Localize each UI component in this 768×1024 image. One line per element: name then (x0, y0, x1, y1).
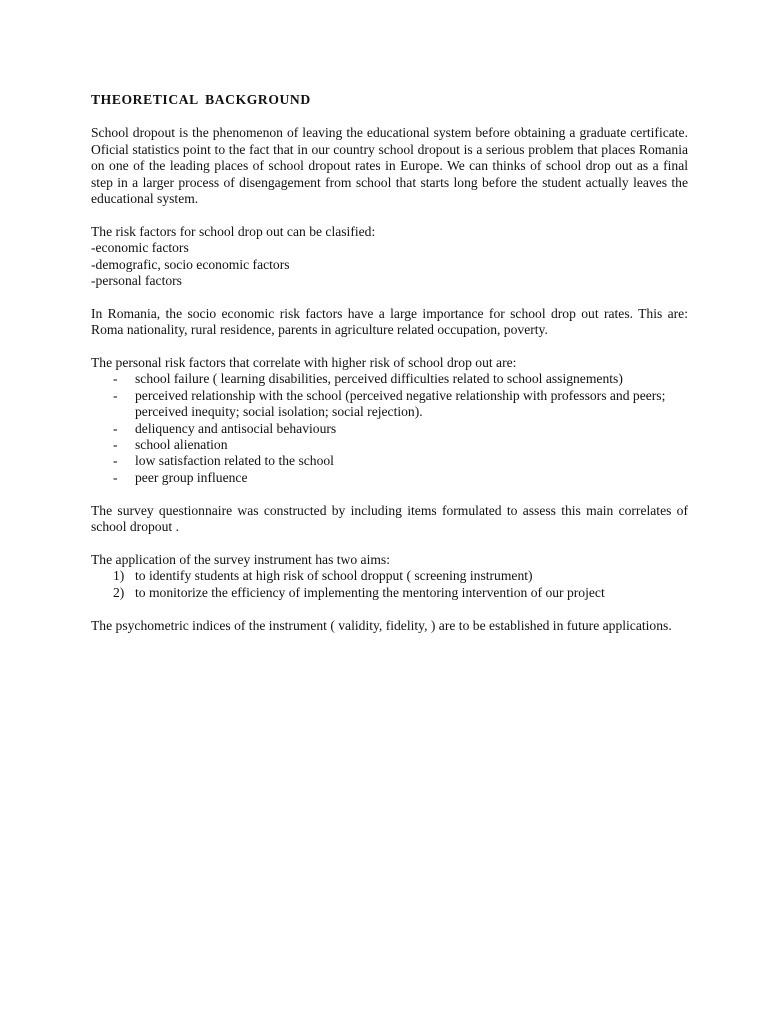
list-item-text: peer group influence (135, 469, 248, 485)
personal-risk-intro: The personal risk factors that correlate with higher risk of school drop out are: (91, 355, 517, 371)
dash-marker: - (113, 437, 118, 453)
risk-factor-item: -demografic, socio economic factors (91, 256, 290, 272)
dash-marker: - (113, 420, 118, 436)
list-item (91, 453, 688, 469)
list-item (91, 585, 688, 601)
list-item-text: deliquency and antisocial behaviours (135, 420, 337, 436)
list-item (91, 421, 688, 437)
document-page (91, 92, 688, 650)
number-marker: 2) (113, 584, 125, 600)
risk-factor-item: -personal factors (91, 273, 182, 289)
dash-marker: - (113, 371, 118, 387)
paragraph-psychometric: The psychometric indices of the instrument ( validity, fidelity, ) are to be established in future applications. (91, 617, 672, 633)
dash-marker: - (113, 453, 118, 469)
list-item-text: low satisfaction related to the school (135, 453, 334, 469)
aims-intro: The application of the survey instrument has two aims: (91, 551, 390, 567)
list-item (91, 470, 688, 486)
risk-factors-block (91, 224, 688, 290)
list-item (91, 437, 688, 453)
number-marker: 1) (113, 568, 125, 584)
list-item (91, 371, 688, 387)
list-item-text: school failure ( learning disabilities, perceived difficulties related to school assignements) (135, 371, 623, 387)
risk-factor-item: -economic factors (91, 240, 189, 256)
list-item-text: to identify students at high risk of school dropput ( screening instrument) (135, 568, 533, 584)
personal-risk-list (91, 371, 688, 486)
section-title: THEORETICAL BACKGROUND (91, 92, 311, 107)
aims-block (91, 552, 688, 601)
list-item-text: perceived relationship with the school (perceived negative relationship with professors and peers; perceived inequity; social isolation; social rejection). (135, 387, 666, 420)
dash-marker: - (113, 469, 118, 485)
paragraph-survey: The survey questionnaire was constructed by including items formulated to assess this main correlates of school dropout . (91, 502, 688, 535)
paragraph-romania: In Romania, the socio economic risk factors have a large importance for school drop out rates. This are: Roma nationality, rural residence, parents in agriculture related occupation, poverty. (91, 305, 688, 338)
list-item-text: school alienation (135, 437, 228, 453)
dash-marker: - (113, 387, 118, 403)
list-item (91, 568, 688, 584)
paragraph-school-dropout: School dropout is the phenomenon of leaving the educational system before obtaining a graduate certificate. Oficial statistics point to the fact that in our country school dropout is a serious problem that places Romania on one of the leading places of school dropout rates in Europe. We can thinks of school drop out as a final step in a larger process of disengagement from school that starts long before the student actually leaves the educational system. (91, 125, 688, 207)
personal-risk-block (91, 355, 688, 486)
list-item (91, 388, 688, 421)
list-item-text: to monitorize the efficiency of implementing the mentoring intervention of our project (135, 584, 605, 600)
risk-factors-intro: The risk factors for school drop out can be clasified: (91, 223, 376, 239)
aims-list (91, 568, 688, 601)
